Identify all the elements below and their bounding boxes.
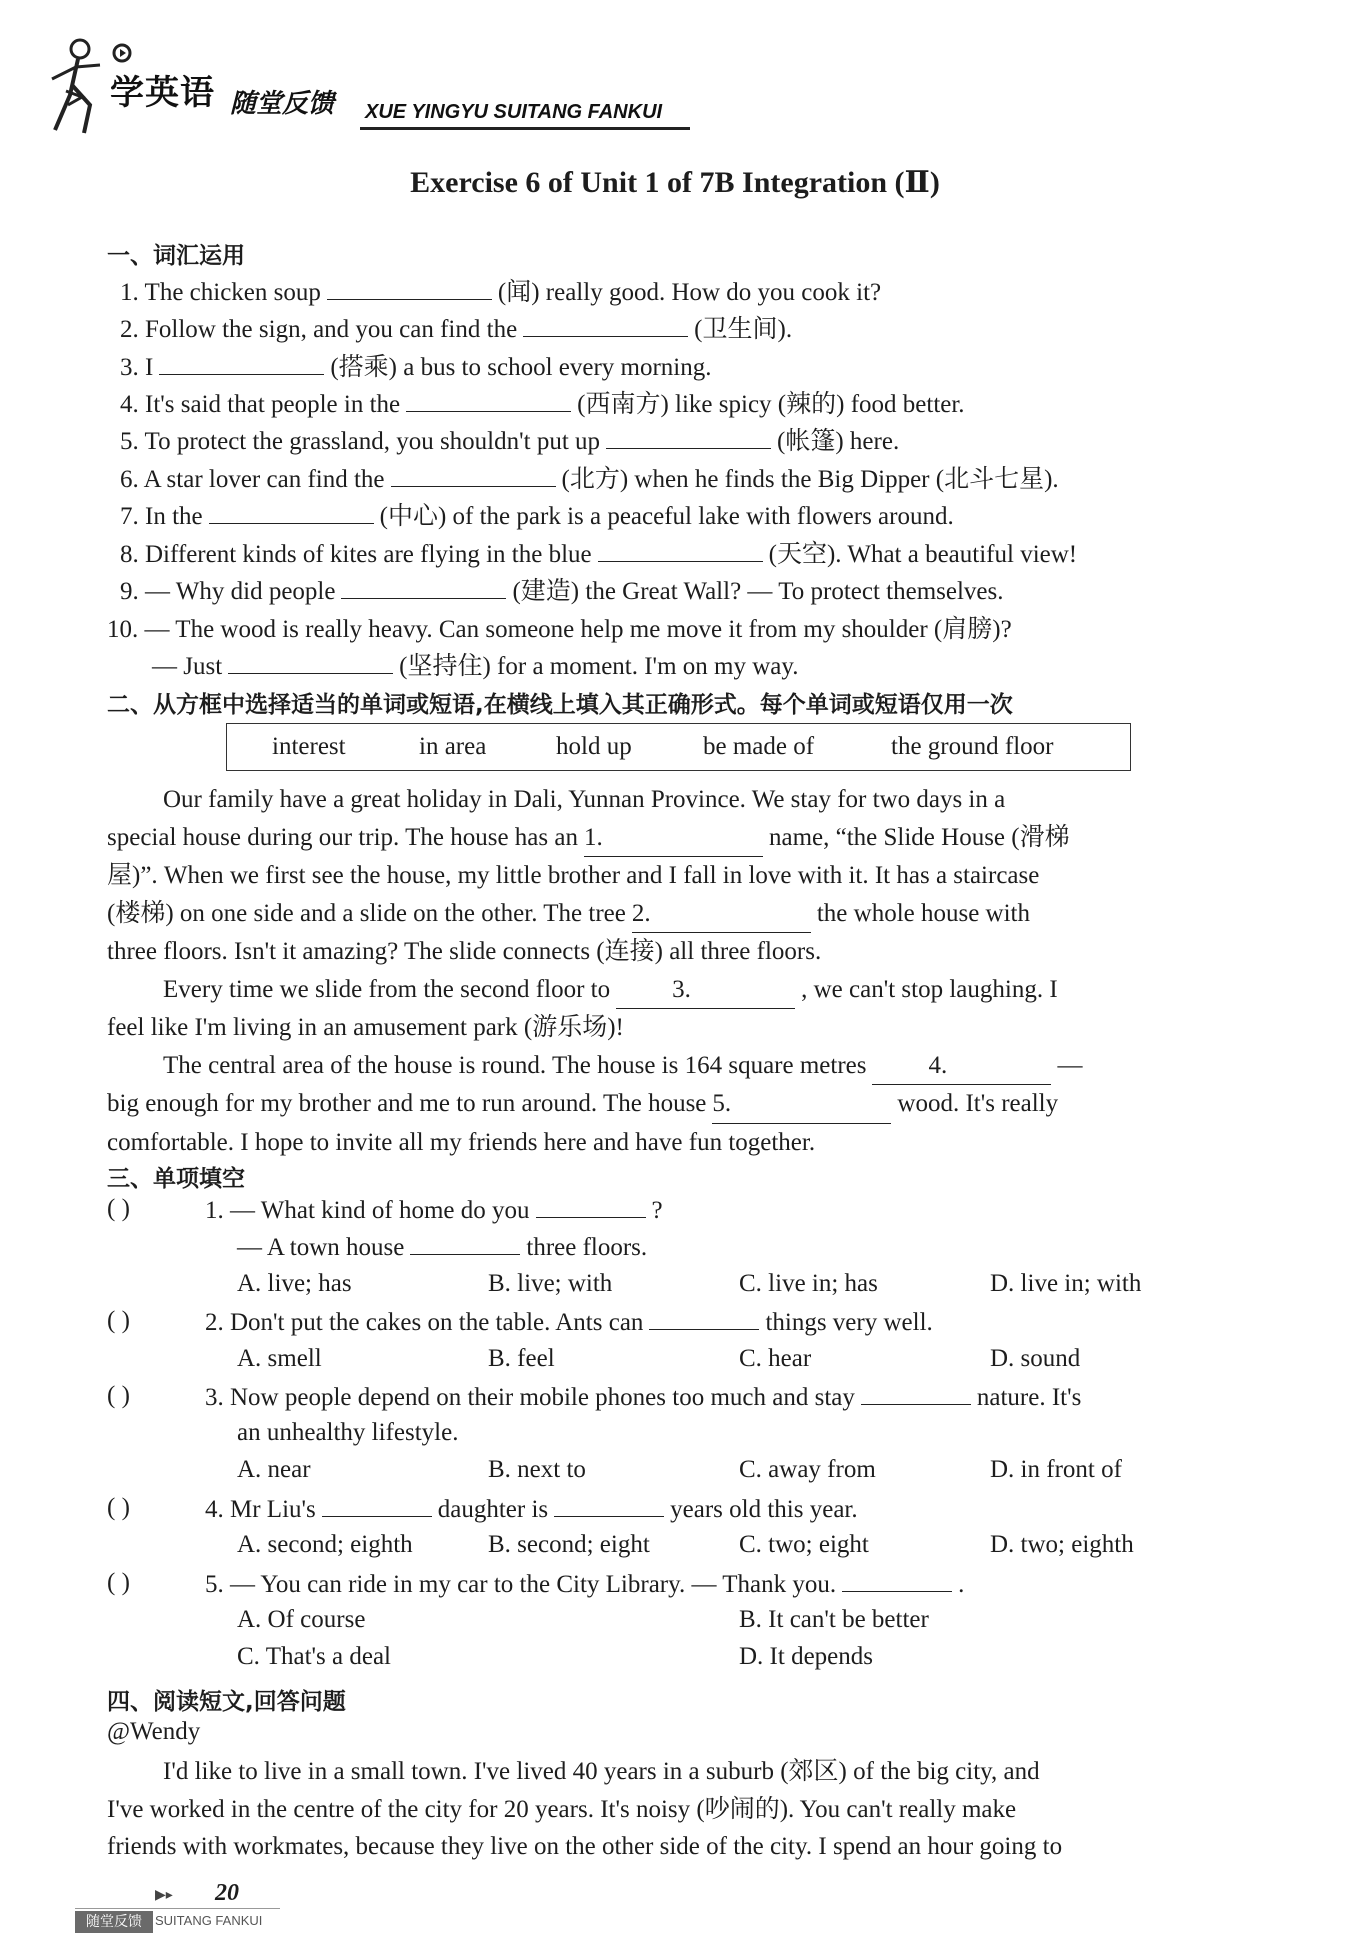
answer-blank-1[interactable]: 1.	[584, 819, 763, 858]
option-a[interactable]: A. Of course	[237, 1606, 366, 1633]
vocab-item-9: 9. — Why did people (建造) the Great Wall? — To protect themselves.	[120, 578, 1004, 605]
answer-blank[interactable]	[228, 651, 393, 674]
reading-passage	[107, 1753, 1252, 1866]
option-a[interactable]: A. near	[237, 1456, 311, 1483]
vocab-item-10-reply: — Just (坚持住) for a moment. I'm on my way.	[152, 653, 799, 680]
section-1-heading: 一、词汇运用	[107, 243, 245, 269]
word-option: interest	[272, 733, 346, 760]
answer-blank[interactable]	[606, 426, 771, 449]
mc-question-3: 3. Now people depend on their mobile phones too much and stay nature. It's	[205, 1384, 1082, 1411]
passage-line: (楼梯) on one side and a slide on the other. The tree 2. the whole house with	[107, 895, 1252, 934]
answer-blank[interactable]	[341, 576, 506, 599]
cloze-passage	[107, 781, 1252, 1161]
page-header	[40, 35, 680, 140]
footer-label-cn: 随堂反馈	[75, 1911, 153, 1933]
vocab-item-4: 4. It's said that people in the (西南方) like spicy (辣的) food better.	[120, 391, 965, 418]
passage-line: big enough for my brother and me to run around. The house 5. wood. It's really	[107, 1085, 1252, 1124]
answer-paren[interactable]: ( )	[107, 1382, 130, 1409]
vocab-item-6: 6. A star lover can find the (北方) when he finds the Big Dipper (北斗七星).	[120, 466, 1059, 493]
arrow-icon: ▶▸	[155, 1888, 173, 1903]
word-option: be made of	[703, 733, 815, 760]
brand-subtitle-cn: 随堂反馈	[230, 89, 335, 119]
page-number: 20	[215, 1880, 239, 1906]
answer-paren[interactable]: ( )	[107, 1195, 130, 1222]
option-d[interactable]: D. sound	[990, 1345, 1081, 1372]
option-c[interactable]: C. That's a deal	[237, 1643, 392, 1670]
answer-blank-5[interactable]: 5.	[712, 1085, 891, 1124]
option-b[interactable]: B. It can't be better	[739, 1606, 929, 1633]
answer-blank-4[interactable]: 4.	[872, 1047, 1051, 1086]
word-option: in area	[419, 733, 487, 760]
post-author: @Wendy	[107, 1718, 201, 1745]
passage-line: 屋)”. When we first see the house, my little brother and I fall in love with it. It has a staircase	[107, 862, 1040, 889]
answer-blank[interactable]	[159, 352, 324, 375]
mc-question-1: 1. — What kind of home do you ?	[205, 1197, 663, 1224]
vocab-item-3: 3. I (搭乘) a bus to school every morning.	[120, 354, 712, 381]
answer-blank[interactable]	[327, 277, 492, 300]
vocab-item-10: 10. — The wood is really heavy. Can someone help me move it from my shoulder (肩膀)?	[107, 616, 1012, 643]
passage-line: friends with workmates, because they live on the other side of the city. I spend an hour going to	[107, 1833, 1063, 1860]
brand-title-en: XUE YINGYU SUITANG FANKUI	[365, 101, 663, 123]
vocab-item-8: 8. Different kinds of kites are flying in the blue (天空). What a beautiful view!	[120, 541, 1078, 568]
option-a[interactable]: A. smell	[237, 1345, 322, 1372]
footer-label	[75, 1911, 280, 1933]
answer-blank	[554, 1494, 664, 1517]
mc-question-2: 2. Don't put the cakes on the table. Ants can things very well.	[205, 1309, 933, 1336]
answer-blank	[861, 1382, 971, 1405]
option-d[interactable]: D. in front of	[990, 1456, 1122, 1483]
word-box	[226, 723, 1131, 771]
answer-blank[interactable]	[209, 501, 374, 524]
passage-line: Our family have a great holiday in Dali, Yunnan Province. We stay for two days in a	[163, 786, 1006, 813]
option-c[interactable]: C. live in; has	[739, 1270, 878, 1297]
passage-line: I'd like to live in a small town. I've lived 40 years in a suburb (郊区) of the big city, and	[163, 1758, 1040, 1785]
passage-line: I've worked in the centre of the city for 20 years. It's noisy (吵闹的). You can't really make	[107, 1795, 1017, 1823]
option-d[interactable]: D. live in; with	[990, 1270, 1142, 1297]
passage-line: special house during our trip. The house has an 1. name, “the Slide House (滑梯	[107, 819, 1252, 858]
answer-blank	[536, 1195, 646, 1218]
answer-blank[interactable]	[523, 314, 688, 337]
answer-paren[interactable]: ( )	[107, 1569, 130, 1596]
mc-question-5: 5. — You can ride in my car to the City Library. — Thank you. .	[205, 1571, 965, 1598]
section-3-heading: 三、单项填空	[107, 1166, 245, 1192]
vocab-item-5: 5. To protect the grassland, you shouldn't put up (帐篷) here.	[120, 428, 900, 455]
answer-blank-2[interactable]: 2.	[632, 895, 811, 934]
answer-paren[interactable]: ( )	[107, 1307, 130, 1334]
answer-blank	[410, 1232, 520, 1255]
vocab-item-1: 1. The chicken soup (闻) really good. How do you cook it?	[120, 279, 882, 306]
passage-line: comfortable. I hope to invite all my friends here and have fun together.	[107, 1128, 816, 1156]
answer-blank[interactable]	[598, 539, 763, 562]
answer-blank	[649, 1307, 759, 1330]
option-b[interactable]: B. second; eight	[488, 1531, 650, 1558]
section-4-heading: 四、阅读短文,回答问题	[107, 1689, 346, 1715]
answer-blank[interactable]	[391, 464, 556, 487]
footer-rule	[75, 1908, 280, 1909]
section-2-heading: 二、从方框中选择适当的单词或短语,在横线上填入其正确形式。每个单词或短语仅用一次	[107, 692, 1013, 718]
answer-blank	[842, 1569, 952, 1592]
mc-question-4: 4. Mr Liu's daughter is years old this year.	[205, 1496, 858, 1523]
word-option: hold up	[556, 733, 632, 760]
exercise-title: Exercise 6 of Unit 1 of 7B Integration (Ⅱ)	[410, 166, 940, 199]
option-a[interactable]: A. live; has	[237, 1270, 352, 1297]
option-c[interactable]: C. two; eight	[739, 1531, 869, 1558]
mc-question-3-line2: an unhealthy lifestyle.	[237, 1419, 459, 1446]
option-c[interactable]: C. hear	[739, 1345, 812, 1372]
vocab-item-2: 2. Follow the sign, and you can find the (卫生间).	[120, 316, 793, 343]
answer-blank	[322, 1494, 432, 1517]
option-b[interactable]: B. live; with	[488, 1270, 613, 1297]
footer-label-en: SUITANG FANKUI	[155, 1913, 263, 1928]
option-d[interactable]: D. It depends	[739, 1643, 873, 1670]
mc-question-1-line2: — A town house three floors.	[237, 1234, 648, 1261]
word-option: the ground floor	[891, 733, 1054, 760]
passage-line: feel like I'm living in an amusement park (游乐场)!	[107, 1014, 624, 1041]
answer-paren[interactable]: ( )	[107, 1494, 130, 1521]
brand-title-cn: 学英语	[110, 73, 215, 113]
passage-line: Every time we slide from the second floor to 3. , we can't stop laughing. I	[107, 971, 1252, 1010]
option-b[interactable]: B. feel	[488, 1345, 555, 1372]
vocab-item-7: 7. In the (中心) of the park is a peaceful lake with flowers around.	[120, 503, 954, 530]
answer-blank[interactable]	[406, 389, 571, 412]
passage-line: The central area of the house is round. The house is 164 square metres 4. —	[107, 1047, 1252, 1086]
header-rule	[360, 127, 690, 130]
option-d[interactable]: D. two; eighth	[990, 1531, 1134, 1558]
option-c[interactable]: C. away from	[739, 1456, 876, 1483]
option-b[interactable]: B. next to	[488, 1456, 586, 1483]
answer-blank-3[interactable]: 3.	[616, 971, 795, 1010]
passage-line: three floors. Isn't it amazing? The slide connects (连接) all three floors.	[107, 938, 822, 965]
option-a[interactable]: A. second; eighth	[237, 1531, 413, 1558]
